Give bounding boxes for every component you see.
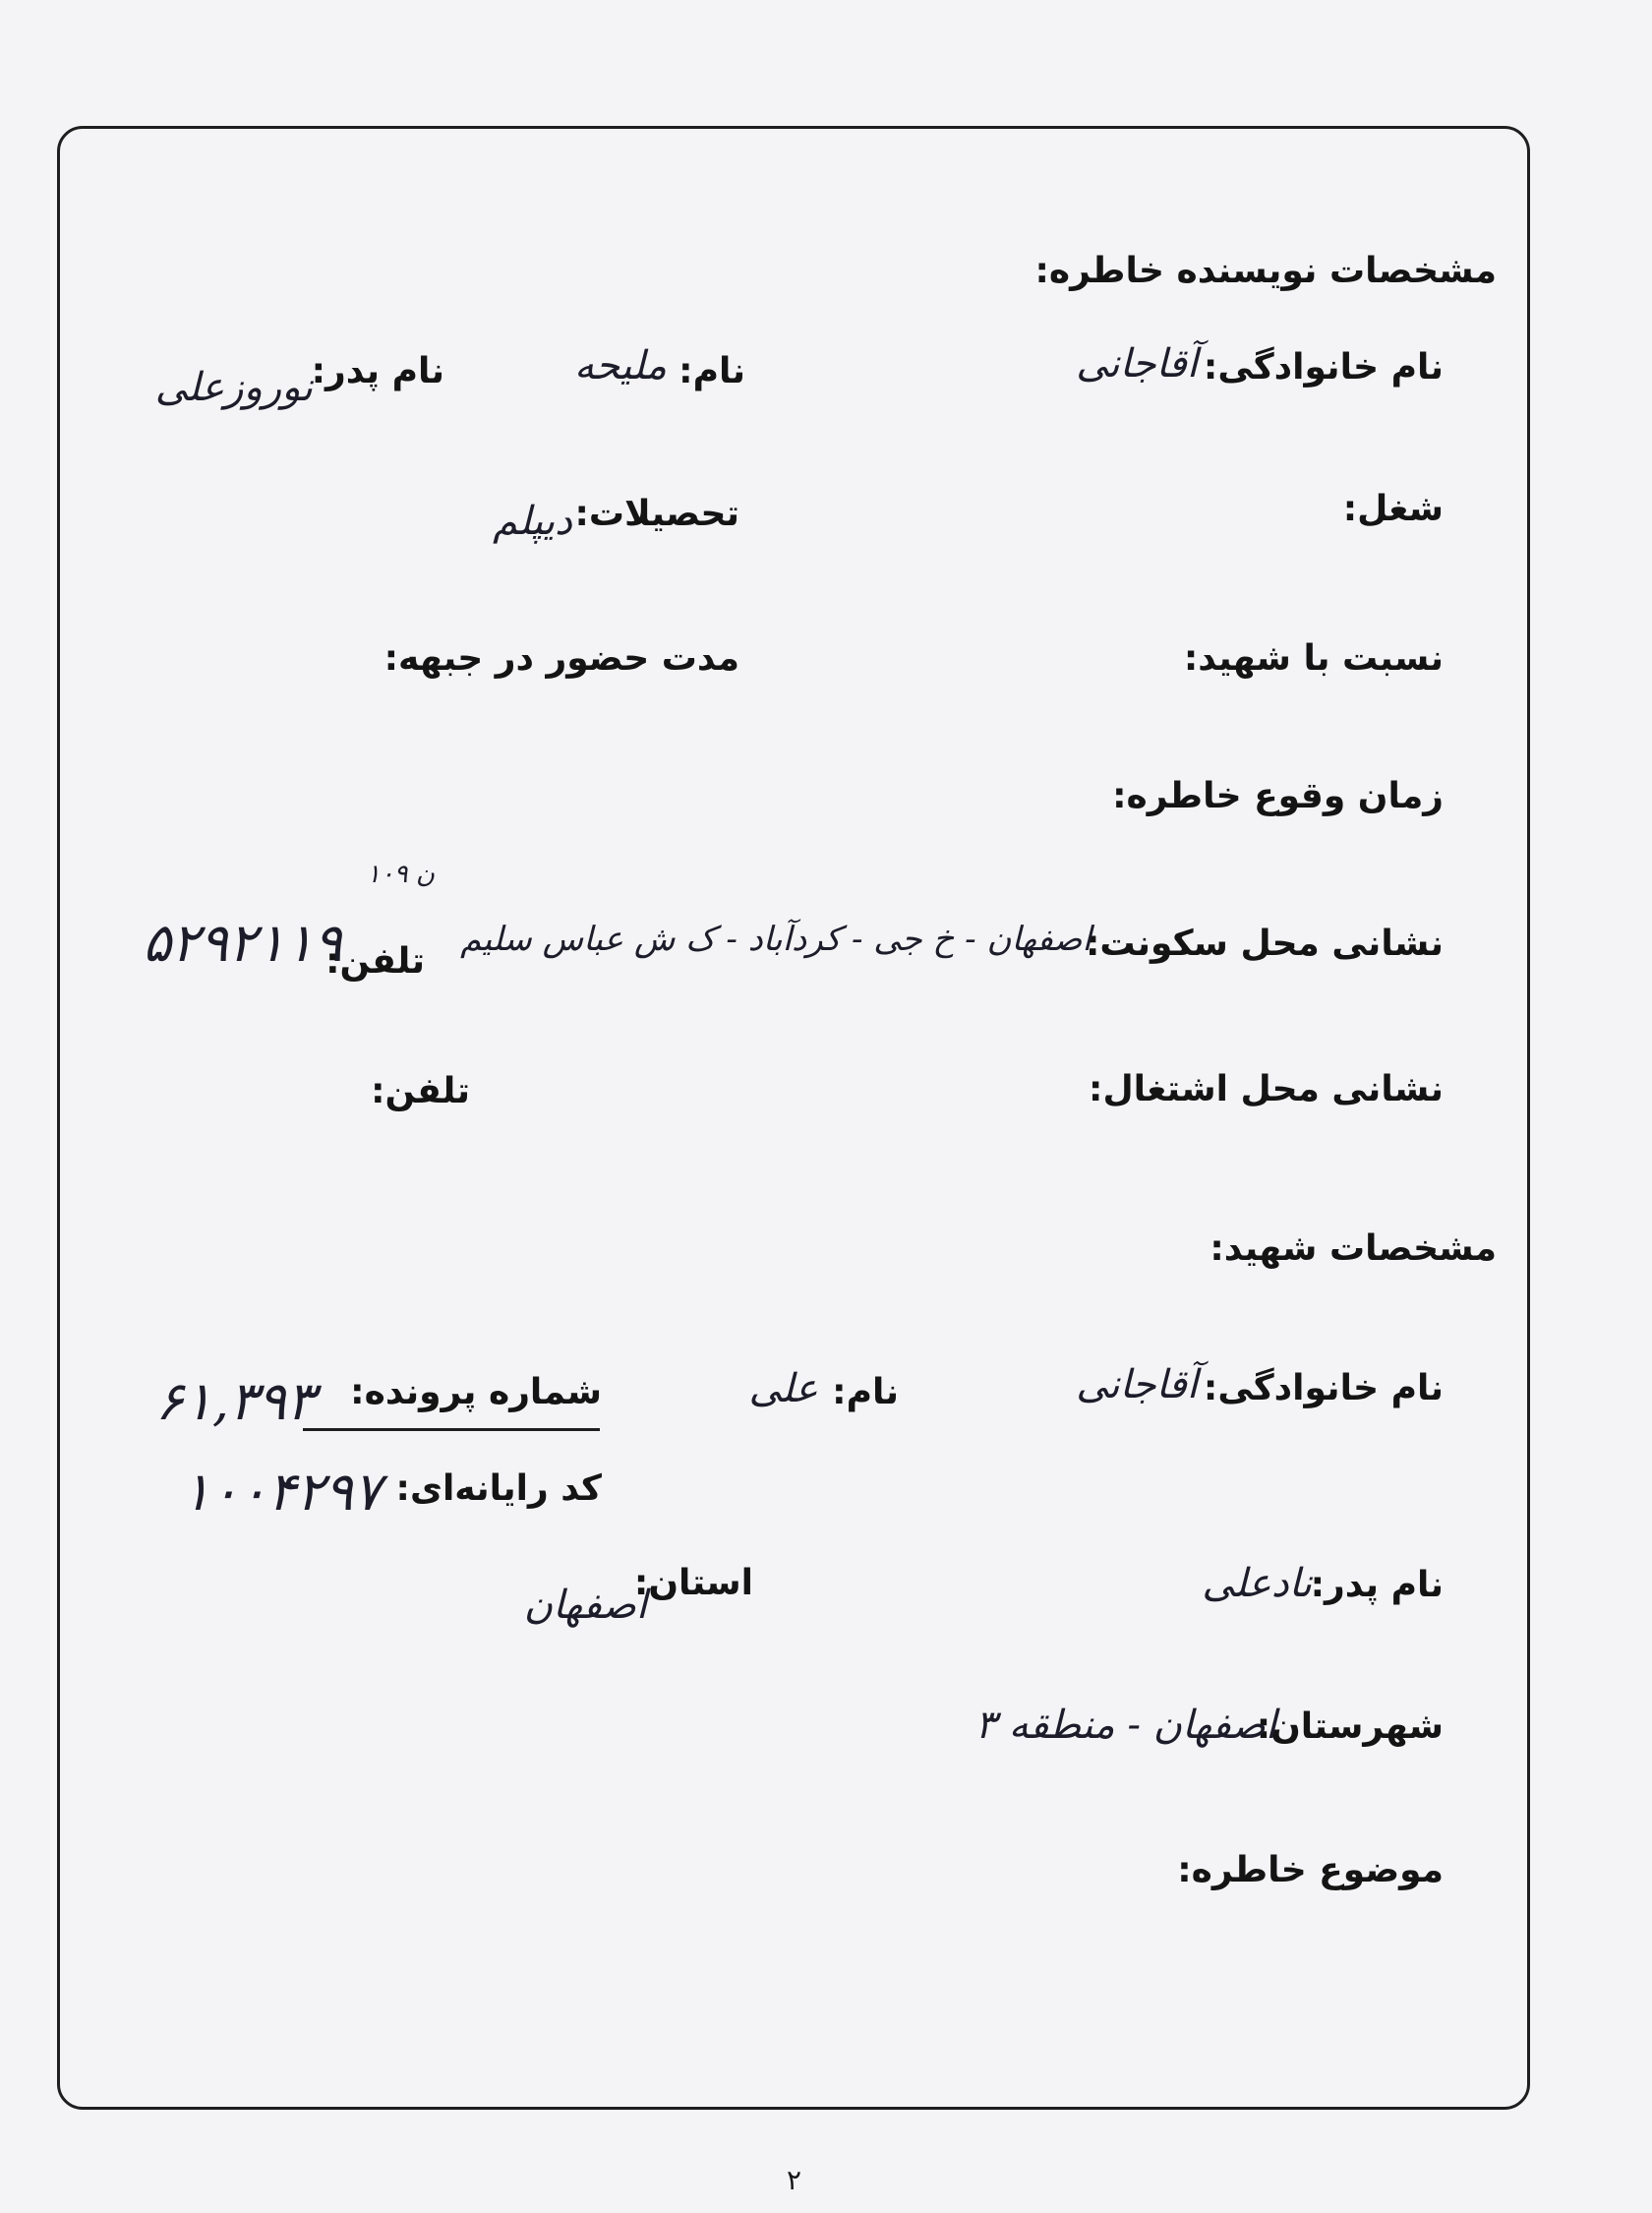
file-number-label: شماره پرونده:: [350, 1372, 602, 1412]
city-value: اصفهان - منطقه ۳: [974, 1703, 1276, 1748]
writer-family-name-label: نام خانوادگی:: [1203, 347, 1444, 388]
computer-code-value: ۱۰۰۴۲۹۷: [181, 1461, 382, 1523]
memory-time-label: زمان وقوع خاطره:: [1112, 776, 1444, 816]
city-label: شهرستان:: [1256, 1706, 1444, 1747]
writer-section-heading: مشخصات نویسنده خاطره:: [1034, 251, 1497, 291]
memory-subject-label: موضوع خاطره:: [1177, 1850, 1444, 1890]
writer-father-name-label: نام پدر:: [311, 351, 444, 391]
home-address-number: ن ۱۰۹: [366, 860, 435, 889]
martyr-father-name-label: نام پدر:: [1310, 1565, 1444, 1605]
home-address-label: نشانی محل سکونت:: [1086, 924, 1444, 964]
writer-father-name-value: نوروزعلی: [154, 365, 313, 410]
file-number-underline: [303, 1428, 600, 1431]
province-label: استان:: [633, 1563, 753, 1603]
home-address-value: اصفهان - خ جی - کردآباد - ک ش عباس سلیم: [460, 920, 1092, 959]
occupation-label: شغل:: [1342, 489, 1444, 529]
computer-code-label: کد رایانه‌ای:: [395, 1468, 602, 1509]
file-number-value: ۶۱,۳۹۳: [154, 1370, 315, 1432]
work-phone-label: تلفن:: [371, 1071, 470, 1111]
home-phone-value: ۵۲۹۲۱۱۹: [142, 912, 342, 974]
province-value: اصفهان: [523, 1583, 647, 1628]
martyr-father-name-value: نادعلی: [1202, 1561, 1312, 1606]
page-number: ۲: [787, 2164, 802, 2196]
martyr-family-name-label: نام خانوادگی:: [1203, 1368, 1444, 1408]
home-phone-label: تلفن:: [325, 941, 425, 982]
writer-name-label: نام:: [678, 351, 745, 391]
work-address-label: نشانی محل اشتغال:: [1089, 1069, 1444, 1109]
form-border: [57, 126, 1530, 2110]
education-label: تحصیلات:: [574, 494, 739, 534]
martyr-section-heading: مشخصات شهید:: [1210, 1228, 1497, 1269]
writer-family-name-value: آقاجانی: [1076, 341, 1198, 387]
martyr-name-value: علی: [748, 1366, 818, 1411]
martyr-name-label: نام:: [832, 1372, 899, 1412]
relation-label: نسبت با شهید:: [1183, 638, 1444, 679]
education-value: دیپلم: [493, 499, 572, 544]
writer-name-value: ملیحه: [573, 343, 667, 389]
martyr-family-name-value: آقاجانی: [1076, 1362, 1198, 1407]
front-duration-label: مدت حضور در جبهه:: [384, 638, 739, 679]
